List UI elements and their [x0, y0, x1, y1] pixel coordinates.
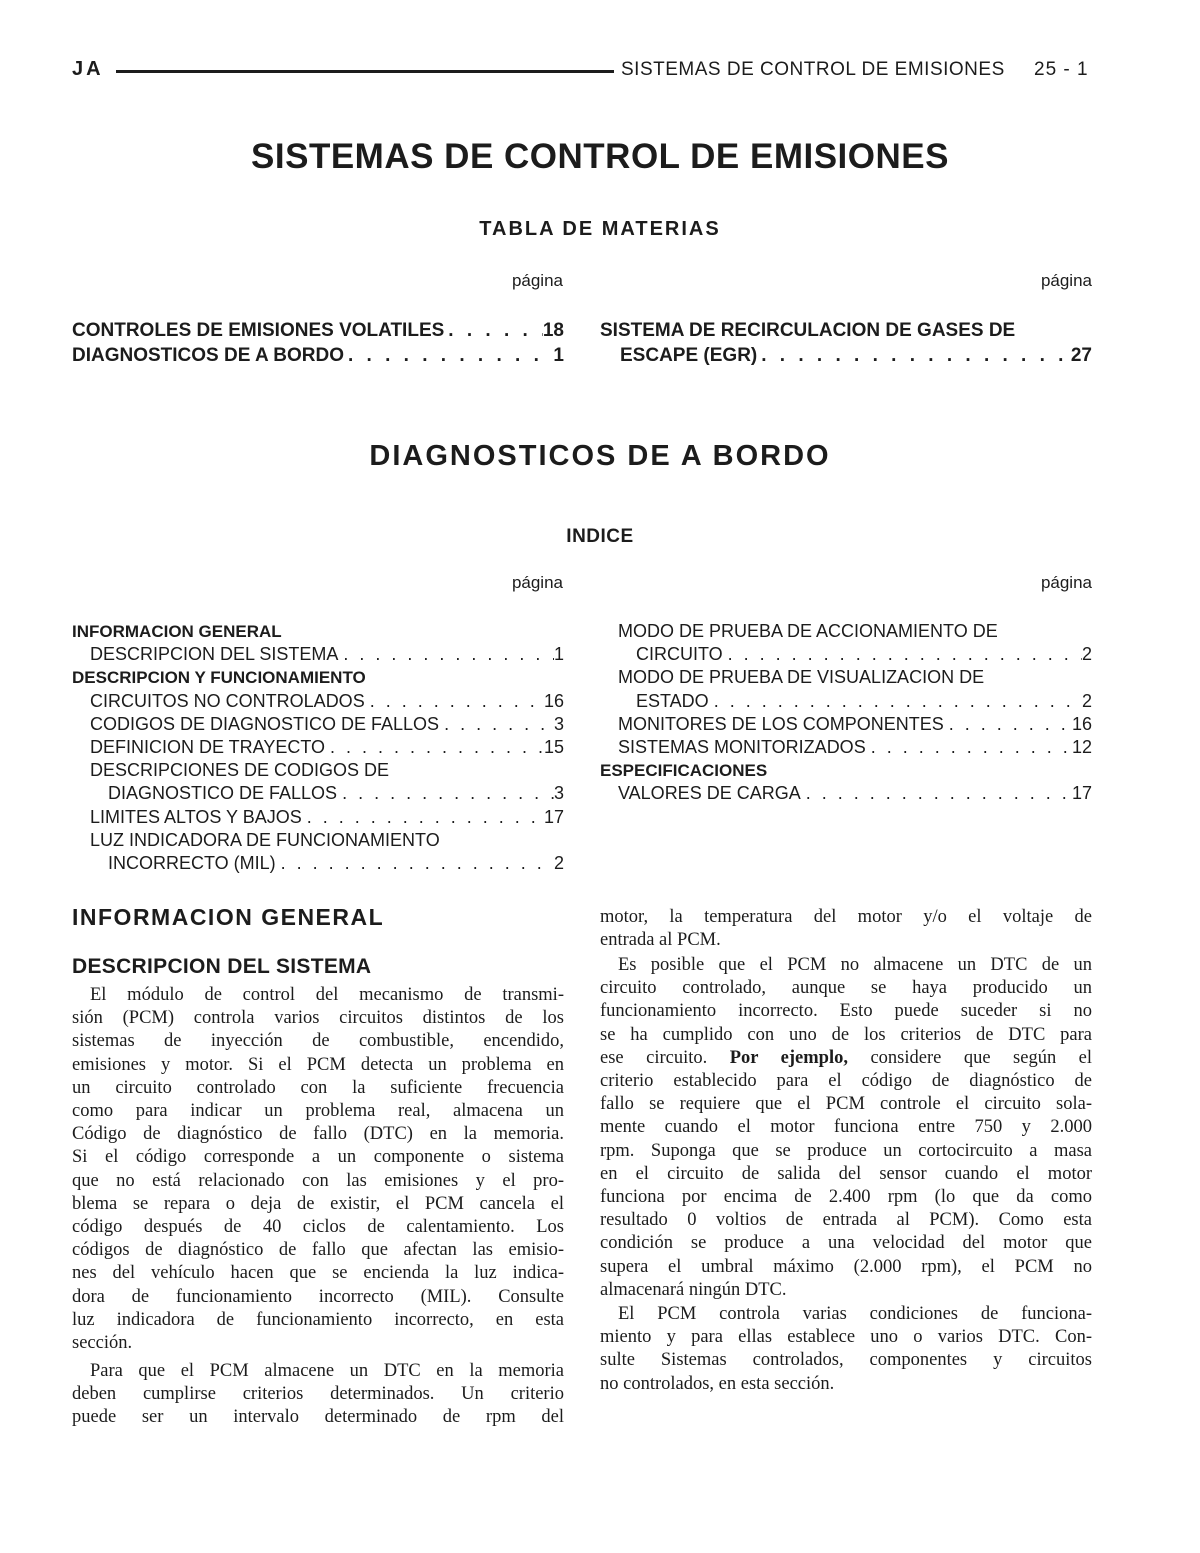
toc-left-column — [72, 318, 564, 368]
index-entry[interactable]: DESCRIPCION DEL SISTEMA . . . 1 — [72, 643, 564, 666]
paragraph-dtc-example: Es posible que el PCM no almacene un DTC de un circuito controlado, aunque se haya producido un funcionamiento incorrecto. Esto puede suceder si no se ha cumplido con uno de los criterios de DTC para ese circuito. Por ejemplo, considere que según el criterio establecido para el código de diagnóstico de fallo se requiere que el PCM controle el circuito sola- mente cuando el motor funciona entre 750 y 2.000 rpm. Suponga que se produce un cortocircuito a masa en el circuito de salida del sensor cuando el motor funciona por encima de 2.400 rpm (lo que da como resultado 0 voltios de entrada al PCM). Como esta condición se produce a una velocidad del motor que supera el umbral máximo (2.000 rpm), el PCM no almacenará ningún DTC. — [600, 955, 1093, 1300]
document-title: SISTEMAS DE CONTROL DE EMISIONES — [251, 137, 949, 176]
toc-entry[interactable]: ESCAPE (EGR) . . . 27 — [600, 343, 1092, 368]
toc-heading: TABLA DE MATERIAS — [479, 218, 721, 240]
body-heading: INFORMACION GENERAL — [72, 904, 385, 930]
paragraph-dtc-criteria: Para que el PCM almacene un DTC en la memoria deben cumplirse criterios determinados. Un criterio puede ser un intervalo determinado de rpm del — [72, 1361, 564, 1428]
toc-page-label-right: página — [1040, 271, 1092, 290]
index-entry[interactable]: CODIGOS DE DIAGNOSTICO DE FALLOS . . . 3 — [72, 713, 564, 736]
toc-page-label-left: página — [511, 271, 563, 290]
paragraph-system-description: El módulo de control del mecanismo de transmi- sión (PCM) controla varios circuitos distintos de los sistemas de inyección de combustible, encendido, emisiones y motor. Si el PCM detecta un problema en un circuito controlado con la suficiente frecuencia como para indicar un problema real, almacena un Código de diagnóstico de fallo (DTC) en la memoria. Si el código corresponde a un componente o sistema que no está relacionado con las emisiones y el pro- blema se repara o deja de existir, el PCM cancela el código después de 40 ciclos de calentamiento. Los códigos de diagnóstico de fallo que afectan las emisio- nes del vehículo hacen que se encienda la luz indica- dora de funcionamiento incorrecto (MIL). Consulte luz indicadora de funcionamiento incorrecto, en esta sección. — [72, 985, 564, 1354]
emphasis-text: Por ejemplo, — [729, 1047, 848, 1068]
body-subheading: DESCRIPCION DEL SISTEMA — [72, 955, 372, 978]
index-page-label-right: página — [1040, 573, 1092, 592]
index-entry-line1[interactable]: DESCRIPCIONES DE CODIGOS DE — [90, 760, 390, 781]
index-entry[interactable]: LIMITES ALTOS Y BAJOS . . . 17 — [72, 806, 564, 829]
index-entry[interactable]: CIRCUITOS NO CONTROLADOS . . . 16 — [72, 690, 564, 713]
index-entry[interactable]: VALORES DE CARGA . . . 17 — [600, 782, 1092, 805]
index-heading: INDICE — [566, 526, 634, 547]
paragraph-line-mixed: ese circuito. Por ejemplo, considere que según el — [600, 1047, 1093, 1068]
index-page-label-left: página — [511, 573, 563, 592]
index-group-heading: DESCRIPCION Y FUNCIONAMIENTO — [72, 668, 366, 688]
index-entry[interactable]: DIAGNOSTICO DE FALLOS . . . 3 — [72, 782, 564, 805]
index-entry[interactable]: MONITORES DE LOS COMPONENTES . . . 16 — [600, 713, 1092, 736]
index-entry[interactable]: SISTEMAS MONITORIZADOS . . . 12 — [600, 736, 1092, 759]
index-entry-line1[interactable]: LUZ INDICADORA DE FUNCIONAMIENTO — [90, 829, 440, 850]
index-entry-line1[interactable]: MODO DE PRUEBA DE ACCIONAMIENTO DE — [618, 621, 998, 641]
header-rule — [116, 70, 614, 73]
toc-entry[interactable]: CONTROLES DE EMISIONES VOLATILES . . . 18 — [72, 318, 564, 343]
index-entry-line1[interactable]: MODO DE PRUEBA DE VISUALIZACION DE — [618, 667, 985, 688]
index-group-heading: ESPECIFICACIONES — [600, 761, 768, 781]
paragraph-pcm-conditions: El PCM controla varias condiciones de funciona- miento y para ellas establece uno o varios DTC. Con- sulte Sistemas controlados, componentes y circuitos no controlados, en esta sección. — [600, 1304, 1092, 1394]
index-left-column — [72, 620, 564, 875]
toc-entry[interactable]: DIAGNOSTICOS DE A BORDO . . . 1 — [72, 343, 564, 368]
index-right-column — [600, 620, 1092, 806]
index-group-heading: INFORMACION GENERAL — [72, 622, 282, 641]
paragraph-dtc-criteria-continued: motor, la temperatura del motor y/o el voltaje de entrada al PCM. — [600, 907, 1092, 951]
toc-right-column — [600, 318, 1092, 368]
header-section-code: JA — [72, 58, 104, 80]
section-title: DIAGNOSTICOS DE A BORDO — [369, 440, 831, 472]
header-page-number: 25 - 1 — [1034, 59, 1089, 80]
index-entry[interactable]: CIRCUITO . . . 2 — [600, 643, 1092, 666]
index-entry[interactable]: INCORRECTO (MIL) . . . 2 — [72, 852, 564, 875]
index-entry[interactable]: DEFINICION DE TRAYECTO . . . 15 — [72, 736, 564, 759]
toc-entry-line1[interactable]: SISTEMA DE RECIRCULACION DE GASES DE — [600, 320, 1016, 341]
index-entry[interactable]: ESTADO . . . 2 — [600, 690, 1092, 713]
header-title: SISTEMAS DE CONTROL DE EMISIONES — [621, 59, 1005, 80]
